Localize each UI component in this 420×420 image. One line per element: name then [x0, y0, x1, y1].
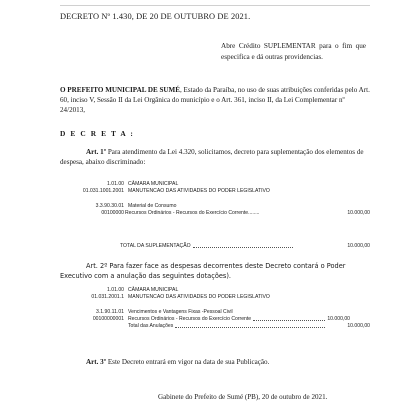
total-value: 10.000,00	[347, 243, 370, 249]
article-3-text: Este Decreto entrará em vigor na data de sua Publicação.	[106, 358, 270, 366]
supplement-table	[60, 181, 370, 194]
total-label: TOTAL DA SUPLEMENTAÇÃO	[120, 243, 191, 249]
article-2-text: Para fazer face as despesas decorrentes deste Decreto contará o Poder Executivo com a anulação das seguintes dotações).	[60, 262, 346, 281]
article-1	[60, 147, 370, 167]
budget-description: Recursos Ordinários - Recursos do Exercício Corrente........	[125, 209, 260, 216]
table-row	[60, 309, 370, 316]
table-row	[60, 181, 370, 188]
preamble-paragraph	[60, 85, 370, 116]
table-row	[60, 316, 370, 323]
table-row	[60, 287, 370, 294]
budget-description: MANUTENCAO DAS ATIVIDADES DO PODER LEGISLATIVO	[128, 293, 270, 300]
supplement-detail	[60, 203, 370, 216]
decree-abstract: Abre Crédito SUPLEMENTAR para o fim que especifica e dá outras providencias.	[221, 42, 366, 61]
total-value: 10.000,00	[347, 322, 370, 329]
budget-code: 1.01.00	[107, 181, 124, 187]
decreta-heading: D E C R E T A :	[60, 129, 135, 138]
leader-dots	[253, 316, 325, 321]
article-1-text: Para atendimento da Lei 4.320, solicitamos, decreto para suplementação dos elementos de despesa, abaixo discriminado:	[60, 148, 364, 167]
budget-description: CÂMARA MUNICIPAL	[128, 287, 179, 293]
budget-description: MANUTENCAO DAS ATIVIDADES DO PODER LEGISLATIVO	[128, 187, 270, 194]
budget-code: 01.031.2001.1	[91, 293, 124, 300]
leader-dots	[175, 323, 325, 328]
top-rule	[60, 5, 370, 6]
budget-description: CÂMARA MUNICIPAL	[128, 181, 179, 187]
budget-code: 00100000	[101, 209, 124, 216]
budget-code: 1.01.00	[107, 287, 124, 293]
closing-line: Gabinete do Prefeito de Sumé (PB), 20 de outubro de 2021.	[158, 393, 328, 401]
table-row	[60, 210, 370, 217]
budget-description: Recursos Ordinários - Recursos do Exercício Corrente	[128, 315, 252, 322]
table-row	[60, 188, 370, 195]
budget-description: Vencimentos e Vantagens Fixas -Pessoal Civil	[128, 309, 233, 315]
budget-code: 01.031.1001.2001	[82, 187, 124, 194]
budget-description: Material de Consumo	[128, 203, 177, 209]
table-row	[60, 294, 370, 301]
budget-value: 10.000,00	[347, 209, 370, 216]
supplement-total	[120, 243, 370, 250]
leader-dots	[193, 243, 293, 248]
table-row	[120, 243, 370, 250]
table-row	[60, 323, 370, 330]
total-label: Total das Anulações	[128, 322, 174, 329]
preamble-text: , Estado da Paraíba, no uso de suas atribuições conferidas pelo Art. 60, inciso V, Sessão II da Lei Orgânica do município e o Art. 361, inciso II, da Lei Complementar nº 24/2013,	[60, 86, 370, 115]
budget-code: 3.1.90.11.01	[96, 309, 124, 315]
mayor-title: O PREFEITO MUNICIPAL DE SUMÉ	[60, 86, 180, 94]
annulment-table	[60, 287, 370, 300]
annulment-detail	[60, 309, 370, 330]
article-1-label: Art. 1º	[86, 148, 107, 156]
article-3	[60, 357, 370, 367]
budget-code: 3.3.90.30.01	[95, 203, 124, 209]
article-3-label: Art. 3º	[86, 358, 107, 366]
budget-code: 00100000001	[92, 315, 124, 322]
article-2	[60, 261, 370, 282]
table-row	[60, 203, 370, 210]
budget-value: 10.000,00	[327, 315, 350, 322]
decree-title: DECRETO Nº 1.430, DE 20 DE OUTUBRO DE 2021.	[60, 12, 251, 21]
article-2-label: Art. 2º	[86, 262, 108, 270]
